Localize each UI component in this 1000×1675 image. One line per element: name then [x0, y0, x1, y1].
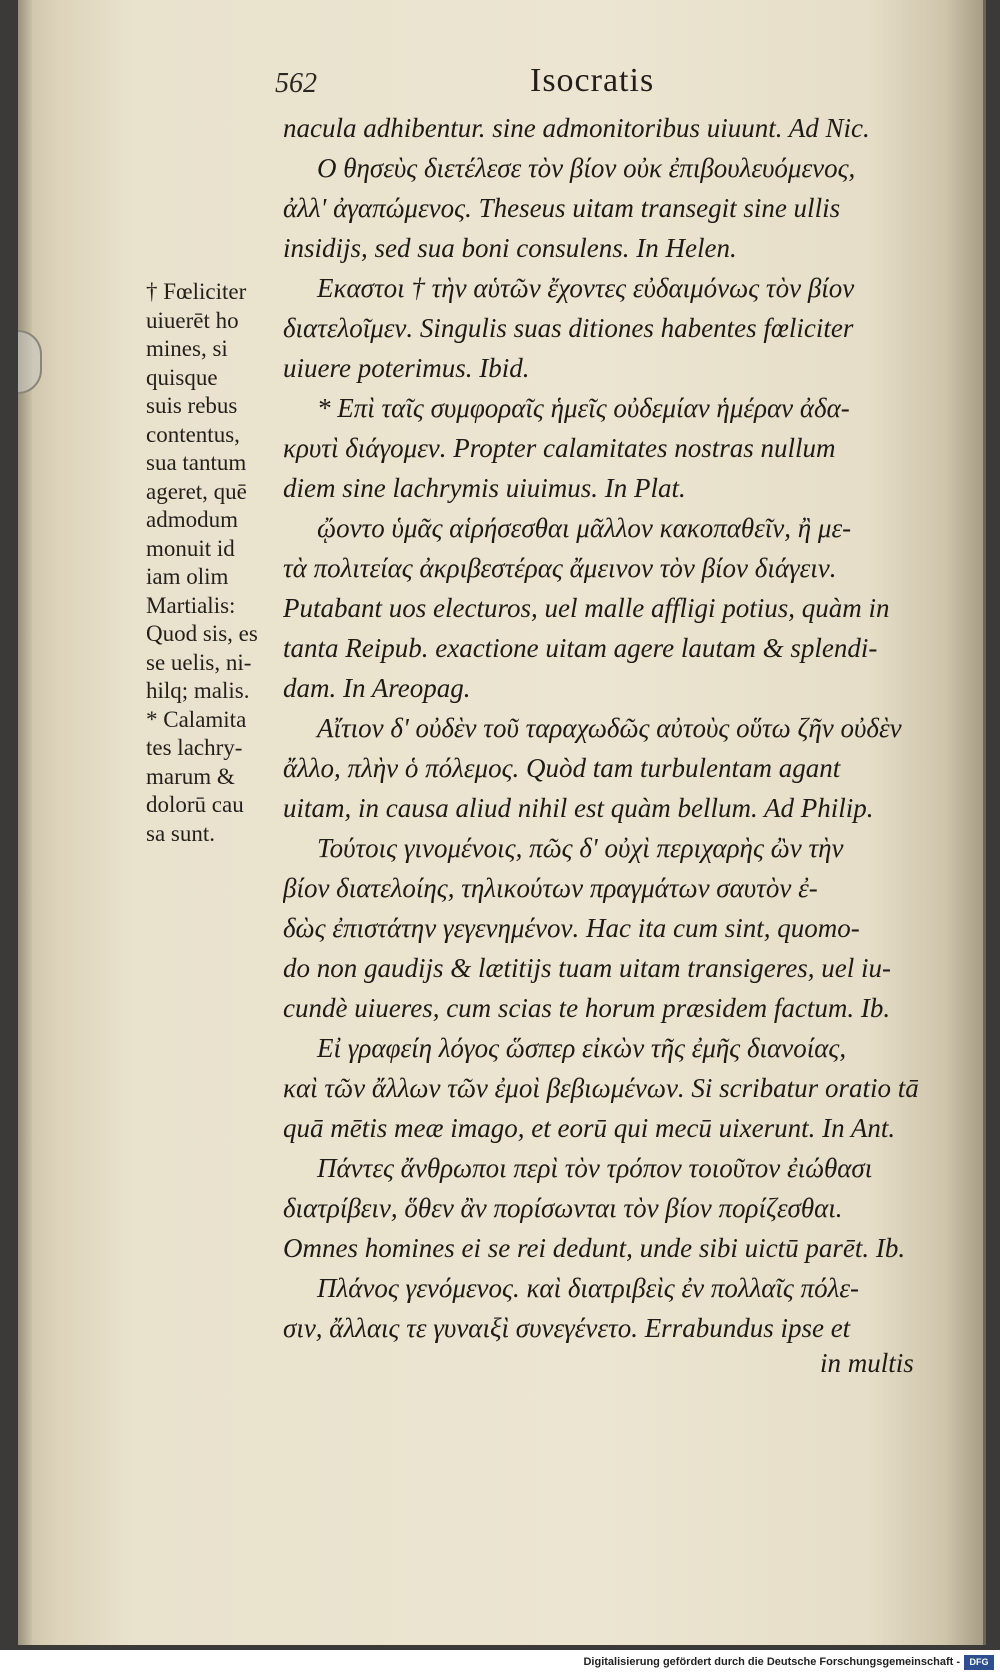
page-number: 562 — [275, 68, 317, 99]
text-line: do non gaudijs & lætitijs tuam uitam transigeres, uel iu- — [283, 953, 892, 983]
margin-note-line: marum & — [146, 763, 235, 789]
margin-note-line: se uelis, ni- — [146, 649, 252, 675]
text-line: Πάντες ἄνθρωποι περὶ τὸν τρόπον τοιοῦτον ἐιώθασι — [317, 1153, 873, 1183]
text-line: cundè uiueres, cum scias te horum præsidem factum. Ib. — [283, 993, 891, 1023]
text-line: καὶ τῶν ἄλλων τῶν ἐμοὶ βεβιωμένων. Si scribatur oratio tā — [283, 1073, 919, 1103]
text-line: Πλάνος γενόμενος. καὶ διατριβεὶς ἐν πολλαῖς πόλε- — [317, 1273, 859, 1303]
text-line: Εκαστοι † τὴν αὑτῶν ἔχοντες εὐδαιμόνως τὸν βίον — [317, 273, 855, 303]
text-line: insidijs, sed sua boni consulens. In Helen. — [283, 233, 737, 263]
text-line: ᾤοντο ὑμᾶς αἱρήσεσθαι μᾶλλον κακοπαθεῖν, ἢ με- — [317, 513, 852, 543]
text-line: * Επὶ ταῖς συμφοραῖς ἡμεῖς οὐδεμίαν ἡμέραν ἀδα- — [317, 393, 850, 423]
margin-note-line: † Fœliciter — [146, 279, 247, 304]
margin-note-line: Martialis: — [146, 592, 236, 618]
body-text — [283, 108, 933, 1348]
margin-note-line: Quod sis, es — [146, 621, 258, 646]
margin-note-line: uiuerēt ho — [146, 307, 239, 333]
text-line: dam. In Areopag. — [283, 673, 471, 703]
margin-note-line: ageret, quē — [146, 478, 247, 504]
text-line: quā mētis meæ imago, et eorū qui mecū uixerunt. In Ant. — [283, 1113, 896, 1143]
margin-note-line: suis rebus — [146, 393, 238, 418]
text-line: uiuere poterimus. Ibid. — [283, 353, 530, 383]
text-line: Ο θησεὺς διετέλεσε τὸν βίον οὐκ ἐπιβουλευόμενος, — [317, 153, 856, 183]
page-title: Isocratis — [530, 62, 655, 99]
margin-note-line: dolorū cau — [146, 792, 244, 817]
text-line: Εἰ γραφείη λόγος ὥσπερ εἰκὼν τῆς ἐμῆς διανοίας, — [317, 1033, 847, 1063]
text-line: nacula adhibentur. sine admonitoribus uiuunt. Ad Nic. — [283, 113, 870, 143]
running-head — [275, 62, 935, 106]
text-line: ἄλλο, πλὴν ὁ πόλεμος. Quòd tam turbulentam agant — [283, 753, 841, 783]
text-line: σιν, ἄλλαις τε γυναιξὶ συνεγένετο. Errabundus ipse et — [283, 1313, 851, 1343]
margin-note-line: quisque — [146, 364, 218, 390]
margin-note-line: iam olim — [146, 564, 229, 589]
margin-note-line: admodum — [146, 507, 238, 532]
margin-note-line: sa sunt. — [146, 820, 215, 846]
text-line: tanta Reipub. exactione uitam agere lautam & splendi- — [283, 633, 878, 663]
margin-note-line: contentus, — [146, 421, 240, 447]
margin-note-line: sua tantum — [146, 450, 247, 475]
margin-note-line: mines, si — [146, 336, 228, 361]
text-line: Αἴτιον δ' οὐδὲν τοῦ ταραχωδῶς αὐτοὺς οὕτω ζῆν οὐδὲν — [317, 713, 902, 743]
dfg-logo: DFG — [964, 1655, 994, 1670]
text-line: βίον διατελοίης, τηλικούτων πραγμάτων σαυτὸν ἐ- — [283, 873, 818, 903]
text-line: Τούτοις γινομένοις, πῶς δ' οὐχὶ περιχαρὴς ὢν τὴν — [317, 833, 844, 863]
text-line: τὰ πολιτείας ἀκριβεστέρας ἄμεινον τὸν βίον διάγειν. — [283, 553, 837, 583]
page-gutter — [18, 0, 32, 1645]
text-line: diem sine lachrymis uiuimus. In Plat. — [283, 473, 686, 503]
funding-credit: Digitalisierung gefördert durch die Deutsche Forschungsgemeinschaft - — [583, 1656, 960, 1668]
margin-note-line: monuit id — [146, 535, 235, 561]
catchword: in multis — [820, 1348, 914, 1378]
margin-note-line: hilq; malis. — [146, 678, 250, 703]
text-line: κρυτὶ διάγομεν. Propter calamitates nostras nullum — [283, 433, 836, 463]
text-line: διατελοῖμεν. Singulis suas ditiones habentes fœliciter — [283, 313, 854, 343]
text-line: Putabant uos electuros, uel malle affligi potius, quàm in — [283, 593, 890, 623]
text-line: Omnes homines ei se rei dedunt, unde sibi uictū parēt. Ib. — [283, 1233, 906, 1263]
margin-note — [146, 278, 276, 848]
page-clip — [18, 330, 42, 394]
text-line: δὼς ἐπιστάτην γεγενημένον. Hac ita cum sint, quomo- — [283, 913, 860, 943]
footer — [0, 1650, 1000, 1675]
margin-note-line: * Calamita — [146, 706, 247, 732]
text-line: uitam, in causa aliud nihil est quàm bellum. Ad Philip. — [283, 793, 874, 823]
margin-note-line: tes lachry- — [146, 735, 243, 760]
text-line: διατρίβειν, ὅθεν ἂν πορίσωνται τὸν βίον πορίζεσθαι. — [283, 1193, 843, 1223]
text-line: ἀλλ' ἀγαπώμενος. Theseus uitam transegit sine ullis — [283, 193, 841, 223]
